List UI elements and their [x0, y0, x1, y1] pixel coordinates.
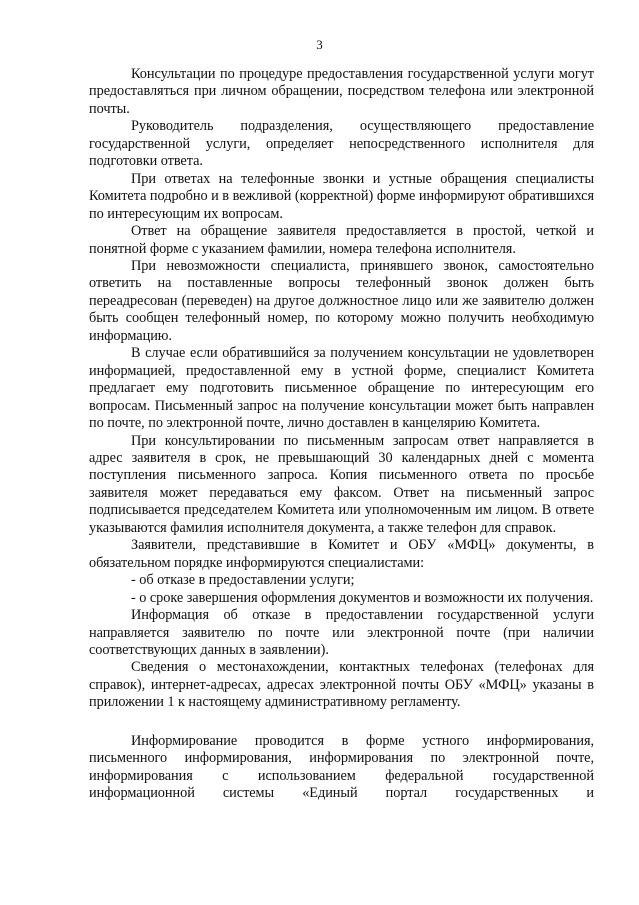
list-item-refusal: - об отказе в предоставлении услуги; [131, 572, 355, 589]
list-item-deadline: - о сроке завершения оформления документов и возможности их получения. [131, 589, 594, 606]
paragraph-applicants-informed: Заявители, представившие в Комитет и ОБУ «МФЦ» документы, в обязательном порядке информируются специалистами: [89, 537, 594, 571]
paragraph-written-request: В случае если обратившийся за получением консультации не удовлетворен информацией, предоставленной ему в устной форме, специалист Комитета предлагает ему подготовить письменное обращение по интересующим его вопросам. Письменный запрос на получение консультации может быть направлен по почте, по электронной почте, лично доставлен в канцелярию Комитета. [89, 345, 594, 432]
paragraph-refusal-notice: Информация об отказе в предоставлении государственной услуги направляется заявителю по почте или электронной почте (при наличии соответствующих данных в заявлении). [89, 607, 594, 658]
paragraph-phone-answers: При ответах на телефонные звонки и устные обращения специалисты Комитета подробно и в вежливой (корректной) форме информируют обратившихся по интересующим их вопросам. [89, 170, 594, 222]
paragraph-contact-info: Сведения о местонахождении, контактных телефонах (телефонах для справок), интернет-адресах, адресах электронной почты ОБУ «МФЦ» указаны в приложении 1 к настоящему административному регламенту. [89, 659, 594, 711]
paragraph-consultation-methods: Консультации по процедуре предоставления государственной услуги могут предоставляться при личном обращении, посредством телефона или электронной почты. [89, 66, 594, 117]
paragraph-call-redirect: При невозможности специалиста, принявшего звонок, самостоятельно ответить на поставленные вопросы телефонный звонок должен быть переадресован (переведен) на другое должностное лицо или же заявителю должен быть сообщен телефонный номер, по которому можно получить необходимую информацию. [89, 257, 594, 344]
paragraph-information-forms: Информирование проводится в форме устного информирования, письменного информирования, информирования по электронной почте, информирования с использованием федеральной государственной информационной системы «Единый портал государственных и [89, 732, 594, 802]
paragraph-executor-assignment: Руководитель подразделения, осуществляющего предоставление государственной услуги, определяет непосредственного исполнителя для подготовки ответа. [89, 118, 594, 170]
paragraph-written-consulting: При консультировании по письменным запросам ответ направляется в адрес заявителя в срок, не превышающий 30 календарных дней с момента поступления письменного запроса. Копия письменного ответа по просьбе заявителя может передаваться ему факсом. Ответ на письменный запрос подписывается председателем Комитета или уполномоченным им лицом. В ответе указываются фамилия исполнителя документа, а также телефон для справок. [89, 432, 594, 536]
paragraph-answer-form: Ответ на обращение заявителя предоставляется в простой, четкой и понятной форме с указанием фамилии, номера телефона исполнителя. [89, 223, 594, 257]
document-body [89, 66, 594, 803]
page-number: 3 [316, 37, 323, 52]
